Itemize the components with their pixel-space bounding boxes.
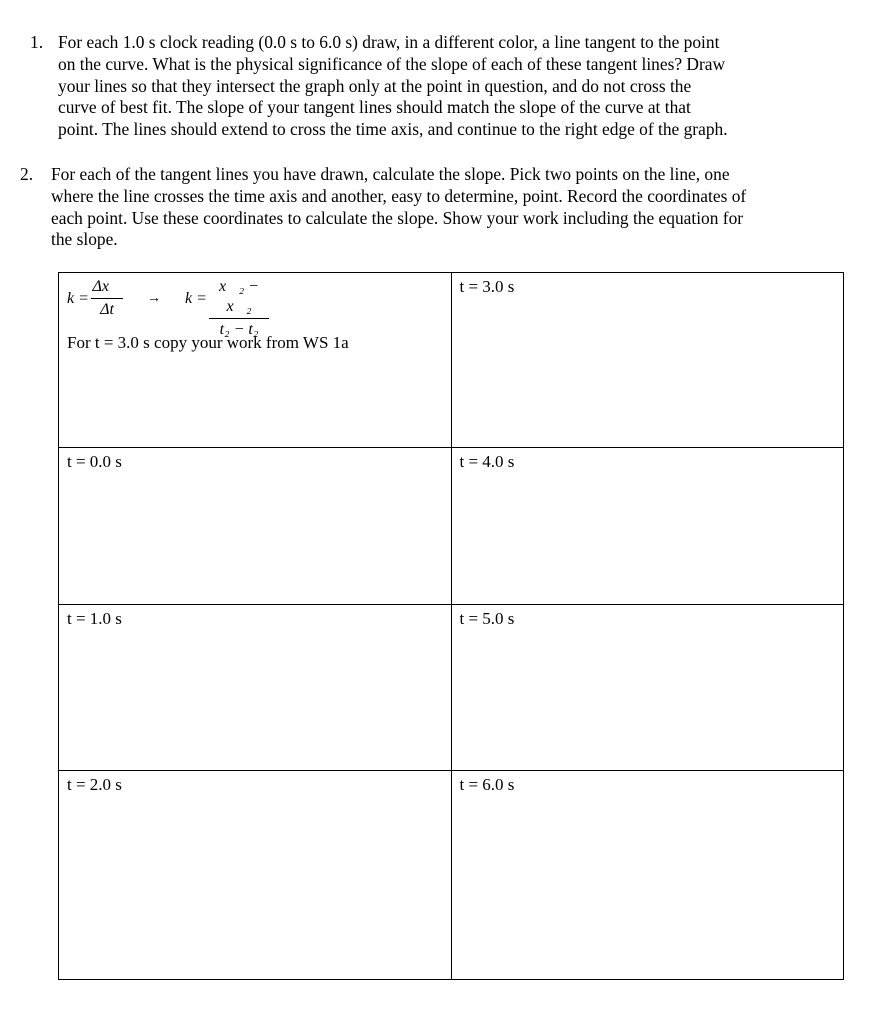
question-2-line: the slope. bbox=[51, 229, 118, 250]
formula-denominator-2: t₂ − t₂ bbox=[219, 321, 259, 338]
formula-numerator: Δx⃗ bbox=[92, 278, 122, 295]
cell-label: t = 0.0 s bbox=[67, 452, 122, 471]
question-1-number: 1. bbox=[30, 32, 44, 52]
question-2-line: each point. Use these coordinates to calculate the slope. Show your work including the equation for bbox=[51, 207, 744, 228]
formula-lhs: k = bbox=[67, 290, 89, 307]
question-1-line: point. The lines should extend to cross the time axis, and continue to the right edge of the graph. bbox=[58, 119, 728, 140]
arrow-icon: → bbox=[147, 291, 161, 306]
cell-label: t = 4.0 s bbox=[459, 452, 515, 471]
question-1 bbox=[30, 32, 830, 141]
cell-t6[interactable] bbox=[451, 771, 844, 980]
formula-fraction-delta bbox=[91, 277, 123, 320]
fraction-bar bbox=[91, 298, 123, 299]
cell-t0[interactable] bbox=[59, 448, 452, 605]
question-2-number: 2. bbox=[20, 164, 34, 184]
question-1-line: curve of best fit. The slope of your tangent lines should match the slope of the curve at that bbox=[58, 97, 691, 118]
formula-note: For t = 3.0 s copy your work from WS 1a bbox=[67, 333, 349, 352]
cell-t5[interactable] bbox=[451, 605, 844, 771]
question-1-text bbox=[58, 32, 830, 141]
question-2-line: where the line crosses the time axis and another, easy to determine, point. Record the coordinates of bbox=[51, 185, 747, 206]
question-2-text bbox=[51, 164, 840, 251]
formula-fraction-points bbox=[209, 277, 269, 340]
cell-label: t = 6.0 s bbox=[459, 775, 515, 794]
cell-t3[interactable] bbox=[451, 273, 844, 448]
formula-cell[interactable] bbox=[59, 273, 452, 448]
question-1-line: For each 1.0 s clock reading (0.0 s to 6.0 s) draw, in a different color, a line tangent to the point bbox=[58, 32, 720, 52]
cell-label: t = 1.0 s bbox=[67, 609, 122, 628]
question-2-line: For each of the tangent lines you have drawn, calculate the slope. Pick two points on the line, one bbox=[51, 164, 730, 184]
formula-numerator-2: x⃗₂ − x⃗₂ bbox=[219, 278, 259, 315]
cell-t2[interactable] bbox=[59, 771, 452, 980]
question-1-line: on the curve. What is the physical significance of the slope of each of these tangent lines? Draw bbox=[58, 53, 726, 74]
cell-t4[interactable] bbox=[451, 448, 844, 605]
question-2 bbox=[20, 164, 840, 251]
work-grid bbox=[58, 272, 844, 980]
fraction-bar bbox=[209, 318, 269, 319]
question-1-line: your lines so that they intersect the graph only at the point in question, and do not cross the bbox=[58, 75, 692, 96]
cell-t1[interactable] bbox=[59, 605, 452, 771]
cell-label: t = 2.0 s bbox=[67, 775, 122, 794]
cell-label: t = 5.0 s bbox=[459, 609, 515, 628]
cell-label: t = 3.0 s bbox=[459, 277, 515, 296]
formula-lhs-2: k = bbox=[185, 290, 207, 307]
slope-formula bbox=[67, 277, 443, 338]
formula-denominator: Δt bbox=[100, 301, 114, 318]
